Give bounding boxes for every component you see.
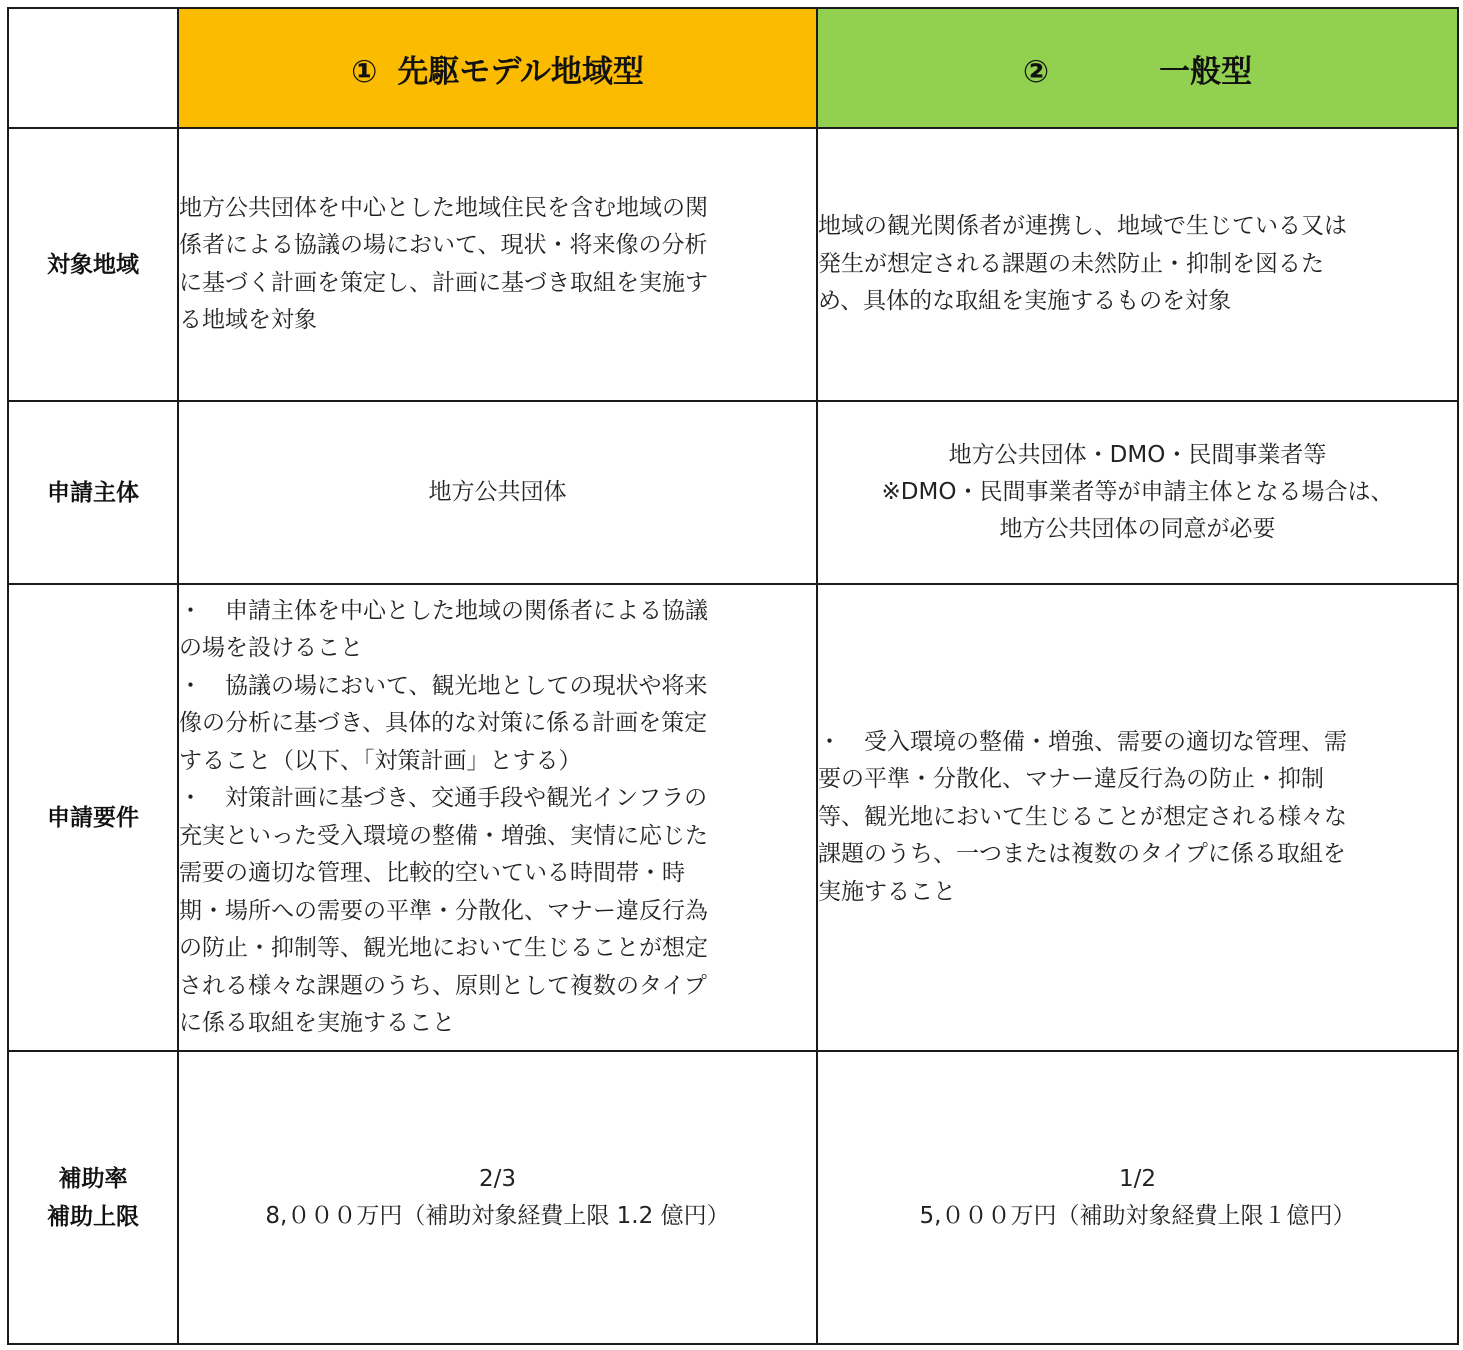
- text-line: 要の平準・分散化、マナー違反行為の防止・抑制: [818, 766, 1324, 793]
- subsidy-type-a: [178, 1051, 817, 1344]
- type-a-title: 先駆モデル地域型: [397, 53, 644, 90]
- text-line: に係る取組を実施すること: [179, 1010, 455, 1036]
- subsidy-label: [8, 1051, 178, 1344]
- type-a-number: ①: [351, 53, 378, 90]
- text-line: に基づく計画を策定し、計画に基づき取組を実施す: [179, 269, 708, 296]
- target-area-row: [8, 128, 1458, 401]
- text-line: 期・場所への需要の平準・分散化、マナー違反行為: [179, 897, 708, 924]
- applicant-label: 申請主体: [8, 401, 178, 584]
- text-line: 実施すること: [818, 878, 956, 905]
- requirements-type-a: [178, 584, 817, 1051]
- text-line: 係者による協議の場において、現状・将来像の分析: [179, 232, 708, 258]
- subsidy-rate: 1/2: [1118, 1165, 1156, 1192]
- text-line: ※DMO・民間事業者等が申請主体となる場合は、: [881, 479, 1394, 505]
- text-line: 充実といった受入環境の整備・増強、実情に応じた: [179, 822, 708, 849]
- subsidy-label-line: 補助上限: [47, 1203, 139, 1230]
- applicant-type-b: [817, 401, 1458, 584]
- text-line: 地域の観光関係者が連携し、地域で生じている又は: [818, 213, 1347, 240]
- text-line: の場を設けること: [179, 635, 363, 661]
- text-line: 需要の適切な管理、比較的空いている時間帯・時: [179, 860, 685, 886]
- comparison-table: [7, 7, 1459, 1345]
- text-line: 課題のうち、一つまたは複数のタイプに係る取組を: [818, 841, 1346, 868]
- text-line: る地域を対象: [179, 307, 317, 333]
- text-line: 地方公共団体の同意が必要: [999, 516, 1276, 542]
- subsidy-label-line: 補助率: [58, 1165, 128, 1192]
- header-row: [8, 8, 1458, 128]
- header-type-b: [817, 8, 1458, 128]
- text-line: 等、観光地において生じることが想定される様々な: [818, 803, 1347, 830]
- subsidy-rate: 2/3: [478, 1165, 516, 1192]
- subsidy-row: [8, 1051, 1458, 1344]
- text-line: 発生が想定される課題の未然防止・抑制を図るた: [818, 250, 1324, 277]
- text-line: ・ 協議の場において、観光地としての現状や将来: [179, 672, 708, 699]
- target-area-label: 対象地域: [8, 128, 178, 401]
- type-b-number: ②: [1022, 53, 1050, 90]
- text-line: すること（以下、「対策計画」とする）: [179, 747, 582, 774]
- subsidy-type-b: [817, 1051, 1458, 1344]
- text-line: ・ 申請主体を中心とした地域の関係者による協議: [179, 597, 708, 624]
- target-area-type-a: [178, 128, 817, 401]
- text-line: ・ 受入環境の整備・増強、需要の適切な管理、需: [818, 728, 1347, 755]
- requirements-row: [8, 584, 1458, 1051]
- applicant-row: [8, 401, 1458, 584]
- header-type-a: [178, 8, 817, 128]
- subsidy-cap: 8,０００万円（補助対象経費上限 1.2 億円）: [265, 1202, 730, 1229]
- text-line: 像の分析に基づき、具体的な対策に係る計画を策定: [179, 710, 708, 736]
- text-line: 地方公共団体・DMO・民間事業者等: [948, 442, 1327, 468]
- target-area-type-b: [817, 128, 1458, 401]
- corner-cell: [8, 8, 178, 128]
- text-line: ・ 対策計画に基づき、交通手段や観光インフラの: [179, 785, 708, 811]
- text-line: め、具体的な取組を実施するものを対象: [818, 288, 1232, 315]
- text-line: の防止・抑制等、観光地において生じることが想定: [179, 935, 708, 961]
- requirements-label: 申請要件: [8, 584, 178, 1051]
- subsidy-cap: 5,０００万円（補助対象経費上限１億円）: [919, 1202, 1356, 1229]
- text-line: 地方公共団体を中心とした地域住民を含む地域の関: [179, 194, 708, 221]
- requirements-type-b: [817, 584, 1458, 1051]
- text-line: される様々な課題のうち、原則として複数のタイプ: [179, 972, 707, 999]
- type-b-title: 一般型: [1159, 53, 1253, 90]
- applicant-type-a: 地方公共団体: [178, 401, 817, 584]
